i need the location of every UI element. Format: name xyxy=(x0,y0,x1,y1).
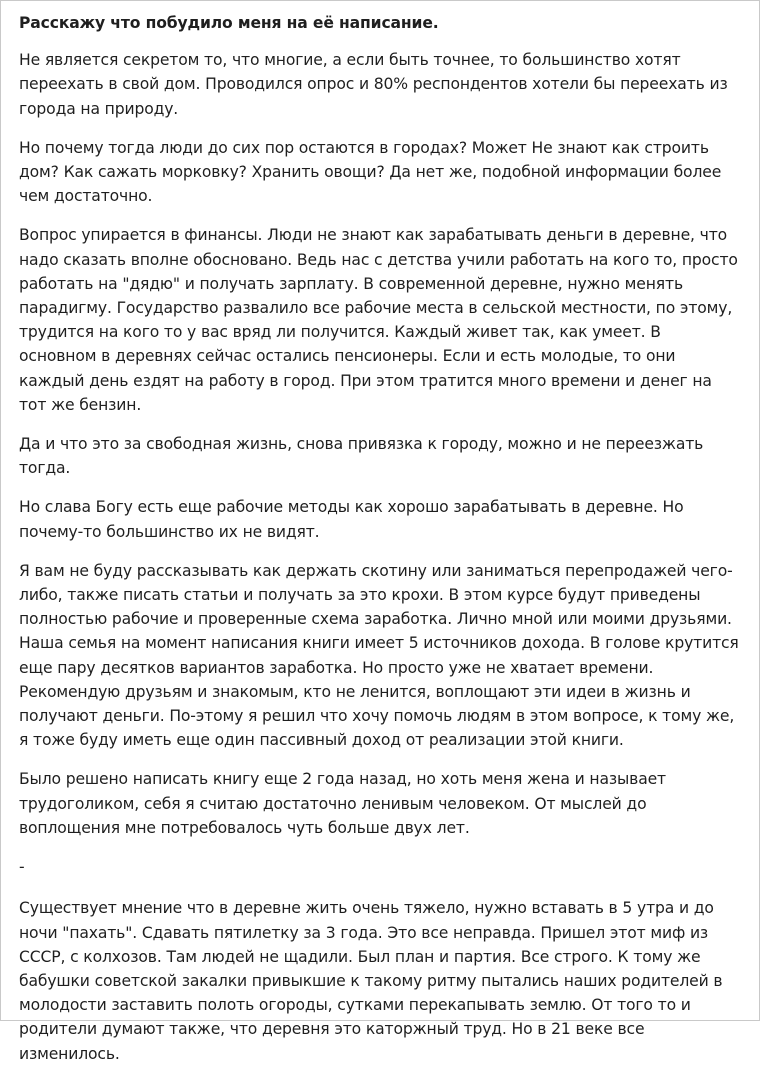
paragraph-survey: Не является секретом то, что многие, а если быть точнее, то большинство хотят переехать в свой дом. Проводился опрос и 80% респондентов хотели бы переехать из города на природу. xyxy=(19,51,728,118)
paragraph-freedom: Да и что это за свободная жизнь, снова привязка к городу, можно и не переезжать тогда. xyxy=(19,435,704,478)
dash-separator: - xyxy=(19,858,25,877)
paragraph-methods: Но слава Богу есть еще рабочие методы как хорошо зарабатывать в деревне. Но почему-то большинство их не видят. xyxy=(19,498,684,541)
paragraph-finances: Вопрос упирается в финансы. Люди не знают как зарабатывать деньги в деревне, что надо сказать вполне обосновано. Ведь нас с детства учили работать на кого то, просто работать на "дядю" и получать зарплату. В современной деревне, нужно менять парадигму. Государство развалило все рабочие места в сельской местности, по этому, трудится на кого то у вас вряд ли получится. Каждый живет так, как умеет. В основном в деревнях сейчас остались пенсионеры. Если и есть молодые, то они каждый день ездят на работу в город. При этом тратится много времени и денег на тот же бензин. xyxy=(19,226,738,414)
paragraph-why-cities: Но почему тогда люди до сих пор остаются в городах? Может Не знают как строить дом? Как сажать морковку? Хранить овощи? Да нет же, подобной информации более чем достаточно. xyxy=(19,138,722,206)
document-body xyxy=(1,1,760,1081)
paragraph-book-history: Было решено написать книгу еще 2 года назад, но хоть меня жена и называет трудоголиком, себя я считаю достаточно ленивым человеком. От мыслей до воплощения мне потребовалось чуть больше двух лет. xyxy=(19,770,666,837)
paragraph-income-sources: Я вам не буду рассказывать как держать скотину или заниматься перепродажей чего-либо, также писать статьи и получать за это крохи. В этом курсе будут приведены полностью рабочие и проверенные схема заработка. Лично мной или моими друзьями. Наша семья на момент написания книги имеет 5 источников дохода. В голове крутится еще пару десятков вариантов заработка. Но просто уже не хватает времени. Рекомендую друзьям и знакомым, кто не ленится, воплощают эти идеи в жизнь и получают деньги. По-этому я решил что хочу помочь людям в этом вопросе, к тому же, я тоже буду иметь еще один пассивный доход от реализации этой книги. xyxy=(19,561,739,750)
paragraph-village-myth: Существует мнение что в деревне жить очень тяжело, нужно вставать в 5 утра и до ночи "пахать". Сдавать пятилетку за 3 года. Это все неправда. Пришел этот миф из СССР, с колхозов. Там людей не щадили. Был план и партия. Все строго. К тому же бабушки советской закалки привыкшие к такому ритму пытались наших родителей в молодости заставить полоть огороды, сутками перекапывать землю. От того то и родители думают также, что деревня это каторжный труд. Но в 21 веке все изменилось. xyxy=(19,899,723,1063)
section-heading: Расскажу что побудило меня на её написание. xyxy=(19,14,439,32)
